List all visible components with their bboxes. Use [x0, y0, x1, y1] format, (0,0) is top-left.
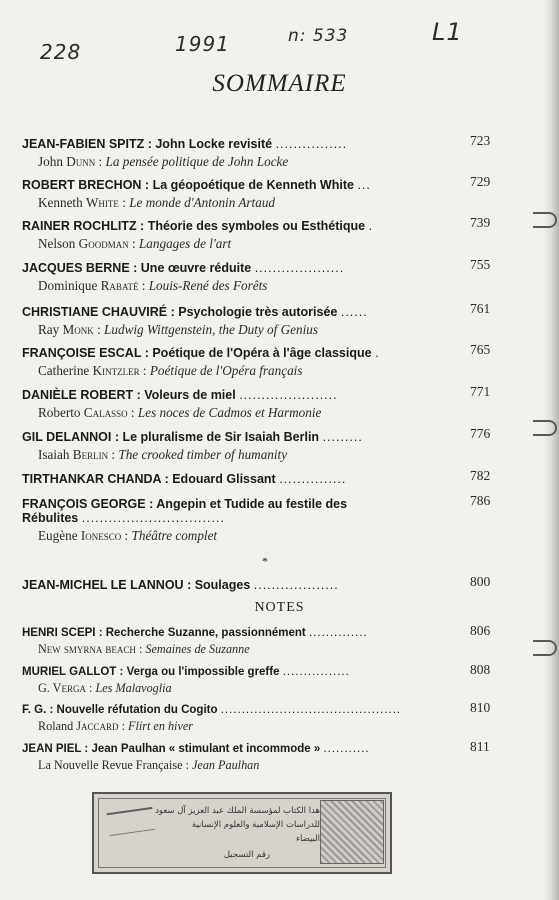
reviewed-work	[38, 405, 502, 421]
reviewed-author-name: Goodman	[78, 236, 129, 251]
reviewed-separator: :	[128, 236, 139, 251]
reviewed-book-title: Le monde d'Antonin Artaud	[129, 195, 276, 210]
leader-dots: ................................	[81, 511, 225, 525]
page-number: 806	[470, 623, 491, 638]
entry-heading: TIRTHANKAR CHANDA : Edouard Glissant ...............	[22, 472, 347, 486]
reviewed-author-first: La Nouvelle Revue Française	[38, 758, 183, 772]
reviewed-book-title: Semaines de Suzanne	[145, 642, 250, 656]
leader-dots: ..............	[308, 627, 368, 639]
entry-heading: JEAN-FABIEN SPITZ : John Locke revisité ................	[22, 137, 348, 151]
binding-clip-icon	[533, 640, 557, 656]
entry-title: Edouard Glissant	[172, 472, 276, 486]
entry-title: Une œuvre réduite	[140, 261, 252, 275]
binding-clip-icon	[533, 420, 557, 436]
reviewed-author-first: Catherine	[38, 363, 90, 378]
reviewed-separator: :	[138, 278, 149, 293]
reviewed-book-title: Les noces de Cadmos et Harmonie	[137, 405, 322, 420]
toc-entry	[22, 305, 502, 338]
entry-author: ROBERT BRECHON	[22, 178, 142, 192]
notes-heading: NOTES	[254, 600, 305, 615]
reviewed-book-title: La pensée politique de John Locke	[105, 154, 289, 169]
handwritten-registry-number: n: 533	[288, 26, 349, 46]
entry-author: DANIÈLE ROBERT	[22, 388, 134, 402]
page-number: 761	[470, 301, 491, 316]
entry-author: TIRTHANKAR CHANDA	[22, 472, 162, 486]
entry-heading: RAINER ROCHLITZ : Théorie des symboles ou Esthétique .	[22, 219, 374, 233]
entry-title: Voleurs de miel	[144, 388, 236, 402]
entry-title: Recherche Suzanne, passionnément	[105, 627, 306, 639]
reviewed-work	[38, 278, 502, 294]
reviewed-author-first: Nelson	[38, 236, 76, 251]
entry-heading: F. G. : Nouvelle réfutation du Cogito ...........................................	[22, 704, 402, 716]
page-number: 771	[470, 384, 491, 399]
reviewed-author-name: Monk	[62, 322, 94, 337]
reviewed-author-first: Eugène	[38, 528, 78, 543]
page-number: 810	[470, 700, 491, 715]
reviewed-work	[38, 363, 502, 379]
reviewed-book-title: Théâtre complet	[131, 528, 218, 543]
library-stamp	[92, 792, 392, 874]
reviewed-work	[38, 681, 502, 696]
stamp-line-3: البيضاء	[295, 834, 320, 844]
reviewed-separator: :	[108, 447, 119, 462]
reviewed-work	[38, 322, 502, 338]
handwritten-corner-mark: L1	[432, 18, 463, 46]
reviewed-book-title: Ludwig Wittgenstein, the Duty of Genius	[104, 322, 318, 337]
entry-author: FRANÇOIS GEORGE	[22, 497, 146, 511]
section-separator-star: *	[262, 554, 268, 568]
entry-author: JACQUES BERNE	[22, 261, 130, 275]
note-entry	[22, 627, 502, 657]
toc-entry	[22, 261, 502, 294]
reviewed-author-first: Ray	[38, 322, 60, 337]
page-number: 811	[470, 739, 490, 754]
reviewed-work	[38, 236, 502, 252]
reviewed-work	[38, 719, 502, 734]
reviewed-separator: :	[121, 528, 132, 543]
entry-title-continued: Rébulites	[22, 511, 79, 525]
page-number: 723	[470, 133, 491, 148]
reviewed-author-first: Dominique	[38, 278, 98, 293]
handwritten-year: 1991	[175, 32, 230, 56]
entry-heading: HENRI SCEPI : Recherche Suzanne, passionnément ..............	[22, 627, 368, 639]
entry-author: FRANÇOISE ESCAL	[22, 346, 142, 360]
leader-dots: .	[368, 219, 374, 233]
reviewed-separator: :	[182, 758, 192, 772]
leader-dots: .	[375, 346, 380, 360]
toc-entry	[22, 430, 502, 463]
page-number: 739	[470, 215, 491, 230]
page-number: 765	[470, 342, 491, 357]
page-number: 755	[470, 257, 491, 272]
leader-dots: ................	[282, 666, 350, 678]
reviewed-book-title: Flirt en hiver	[128, 719, 193, 733]
reviewed-separator: :	[95, 154, 106, 169]
reviewed-book-title: Louis-René des Forêts	[148, 278, 268, 293]
entry-title: Théorie des symboles ou Esthétique	[147, 219, 366, 233]
page-number: 782	[470, 468, 491, 483]
stamp-line-1: هدا الكتاب لمؤسسة الملك عبد العزيز آل سعود	[155, 806, 320, 816]
reviewed-author-name: Dunn	[66, 154, 96, 169]
reviewed-author-name: G. Verga	[38, 681, 86, 695]
toc-entry	[22, 497, 502, 544]
reviewed-book-title: Jean Paulhan	[192, 758, 260, 772]
entry-title: Angepin et Tudide au festile des	[156, 497, 348, 511]
entry-heading: DANIÈLE ROBERT : Voleurs de miel ......................	[22, 388, 338, 402]
reviewed-work	[38, 154, 502, 170]
entry-heading: JEAN-MICHEL LE LANNOU : Soulages ...................	[22, 578, 339, 592]
entry-author: GIL DELANNOI	[22, 430, 112, 444]
page-number: 786	[470, 493, 491, 508]
reviewed-separator: :	[85, 681, 96, 695]
stamp-line-2: للدراسات الإسلامية والعلوم الإنسانية	[191, 820, 320, 830]
reviewed-work	[38, 758, 502, 773]
reviewed-author-first: John	[38, 154, 63, 169]
entry-heading: MURIEL GALLOT : Verga ou l'impossible greffe ................	[22, 666, 350, 678]
reviewed-separator: :	[127, 405, 138, 420]
entry-author: CHRISTIANE CHAUVIRÉ	[22, 305, 168, 319]
page-number: 776	[470, 426, 491, 441]
reviewed-author-name: Ionesco	[80, 528, 122, 543]
toc-entry	[22, 388, 502, 421]
leader-dots: ...................	[253, 578, 339, 592]
page-title: SOMMAIRE	[212, 70, 347, 97]
entry-heading-continued	[22, 511, 502, 525]
leader-dots: ......................	[239, 388, 338, 402]
note-entry	[22, 666, 502, 696]
entry-title: Jean Paulhan « stimulant et incommode »	[91, 743, 321, 755]
reviewed-author-name: Berlin	[72, 447, 109, 462]
entry-heading: FRANÇOIS GEORGE : Angepin et Tudide au festile des	[22, 497, 348, 511]
reviewed-author-first: Roland	[38, 719, 74, 733]
entry-heading: JACQUES BERNE : Une œuvre réduite ....................	[22, 261, 345, 275]
leader-dots: ...............	[279, 472, 347, 486]
reviewed-author-name: White	[85, 195, 119, 210]
note-entry	[22, 743, 502, 773]
entry-title: Psychologie très autorisée	[178, 305, 338, 319]
page-number: 800	[470, 574, 491, 589]
entry-author: RAINER ROCHLITZ	[22, 219, 137, 233]
page-edge-shadow	[543, 0, 559, 900]
leader-dots: .........	[322, 430, 363, 444]
page-number: 729	[470, 174, 491, 189]
reviewed-author-name: Jaccard	[76, 719, 119, 733]
entry-author: F. G.	[22, 704, 47, 716]
page-number: 808	[470, 662, 491, 677]
entry-title: Poétique de l'Opéra à l'âge classique	[152, 346, 372, 360]
toc-entry	[22, 178, 502, 211]
stamp-emblem-icon	[320, 800, 384, 864]
entry-author: JEAN-MICHEL LE LANNOU	[22, 578, 184, 592]
toc-entry	[22, 137, 502, 170]
stamp-line-4: رقم التسجيل	[223, 850, 270, 860]
toc-entry	[22, 472, 502, 486]
entry-heading: CHRISTIANE CHAUVIRÉ : Psychologie très autorisée ......	[22, 305, 368, 319]
reviewed-author-first: Kenneth	[38, 195, 83, 210]
toc-entry	[22, 219, 502, 252]
reviewed-author-first: Isaiah	[38, 447, 70, 462]
reviewed-author-name: New smyrna beach	[38, 642, 136, 656]
entry-title: Le pluralisme de Sir Isaiah Berlin	[122, 430, 320, 444]
handwritten-number-left: 228	[40, 40, 82, 64]
reviewed-book-title: Langages de l'art	[138, 236, 232, 251]
entry-heading: ROBERT BRECHON : La géopoétique de Kenneth White ...	[22, 178, 371, 192]
note-entry	[22, 704, 502, 734]
reviewed-book-title: The crooked timber of humanity	[118, 447, 288, 462]
leader-dots: ................	[275, 137, 348, 151]
reviewed-work	[38, 642, 502, 657]
reviewed-work	[38, 195, 502, 211]
reviewed-separator: :	[118, 195, 130, 210]
leader-dots: ....................	[254, 261, 345, 275]
entry-title: Nouvelle réfutation du Cogito	[56, 704, 218, 716]
reviewed-book-title: Les Malavoglia	[95, 681, 172, 695]
leader-dots: ...........................................	[220, 704, 402, 716]
entry-title: Soulages	[194, 578, 251, 592]
entry-title: La géopoétique de Kenneth White	[152, 178, 354, 192]
entry-author: JEAN-FABIEN SPITZ	[22, 137, 145, 151]
entry-heading: FRANÇOISE ESCAL : Poétique de l'Opéra à l'âge classique .	[22, 346, 380, 360]
leader-dots: ...	[357, 178, 371, 192]
reviewed-separator: :	[135, 642, 146, 656]
reviewed-separator: :	[93, 322, 105, 337]
entry-author: HENRI SCEPI	[22, 627, 96, 639]
reviewed-author-name: Rabaté	[100, 278, 139, 293]
reviewed-author-name: Kintzler	[92, 363, 140, 378]
entry-heading: JEAN PIEL : Jean Paulhan « stimulant et incommode » ...........	[22, 743, 370, 755]
reviewed-separator: :	[118, 719, 129, 733]
reviewed-work	[38, 447, 502, 463]
reviewed-book-title: Poétique de l'Opéra français	[149, 363, 303, 378]
toc-entry	[22, 346, 502, 379]
reviewed-author-name: Calasso	[83, 405, 128, 420]
reviewed-author-first: Roberto	[38, 405, 81, 420]
reviewed-separator: :	[139, 363, 150, 378]
binding-clip-icon	[533, 212, 557, 228]
toc-entry	[22, 578, 502, 592]
entry-heading: GIL DELANNOI : Le pluralisme de Sir Isaiah Berlin .........	[22, 430, 363, 444]
entry-title: Verga ou l'impossible greffe	[126, 666, 280, 678]
leader-dots: ......	[340, 305, 368, 319]
entry-author: MURIEL GALLOT	[22, 666, 117, 678]
entry-author: JEAN PIEL	[22, 743, 82, 755]
entry-title: John Locke revisité	[155, 137, 273, 151]
leader-dots: ...........	[323, 743, 370, 755]
reviewed-work	[38, 528, 502, 544]
